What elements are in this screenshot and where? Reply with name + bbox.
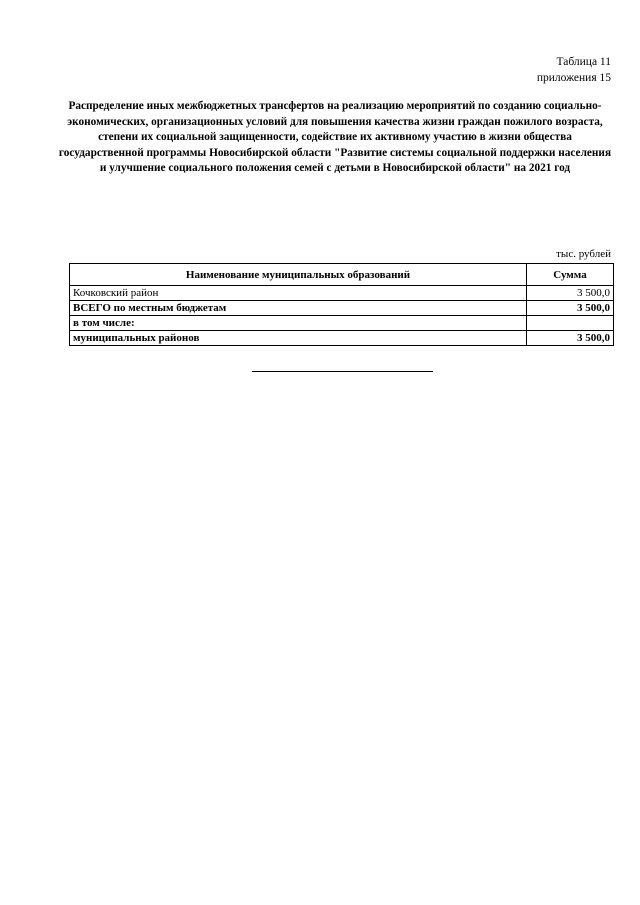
row-sum-cell: 3 500,0: [527, 331, 614, 346]
row-name-cell: в том числе:: [70, 316, 527, 331]
table-header-row: [70, 264, 614, 286]
table-row-total: [70, 301, 614, 316]
row-sum-cell: 3 500,0: [527, 301, 614, 316]
appendix-number: приложения 15: [536, 72, 611, 84]
table-number: Таблица 11: [556, 56, 611, 68]
document-title: Распределение иных межбюджетных трансфертов на реализацию мероприятий по созданию социально-экономических, организационных условий для повышения качества жизни граждан пожилого возраста, степени их социальной защищенности, содействие их активному участию в жизни общества государственной программы Новосибирской области "Развитие системы социальной поддержки населения и улучшение социального положения семей с детьми в Новосибирской области" на 2021 год: [58, 100, 612, 175]
row-sum-cell: [527, 316, 614, 331]
units-label: тыс. рублей: [556, 248, 611, 260]
row-sum-cell: 3 500,0: [527, 286, 614, 301]
table-row-subheading: [70, 316, 614, 331]
allocation-table: [69, 263, 614, 346]
row-name-cell: Кочковский район: [70, 286, 527, 301]
table-row: [70, 286, 614, 301]
column-header-sum: Сумма: [527, 264, 614, 286]
table-reference: [537, 54, 611, 86]
table-row-municipal-districts: [70, 331, 614, 346]
end-rule: [252, 371, 433, 372]
row-name-cell: муниципальных районов: [70, 331, 527, 346]
row-name-cell: ВСЕГО по местным бюджетам: [70, 301, 527, 316]
column-header-name: Наименование муниципальных образований: [70, 264, 527, 286]
